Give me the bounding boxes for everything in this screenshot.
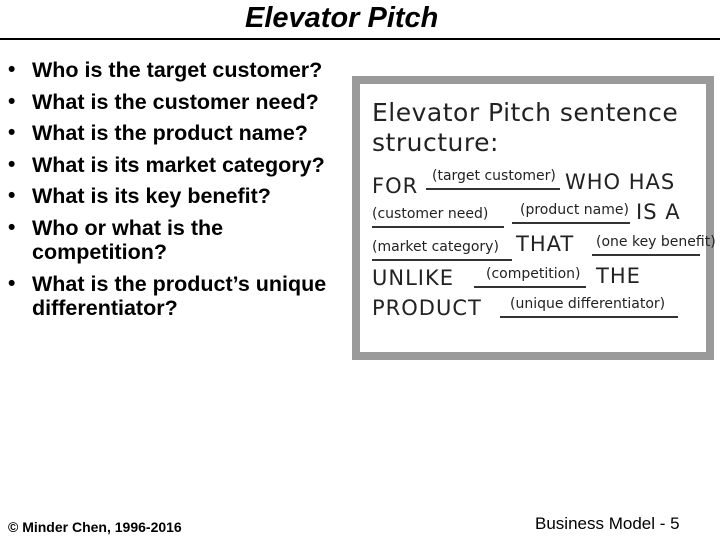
- competition-slot: (competition): [486, 266, 581, 282]
- slide-title: Elevator Pitch: [245, 2, 439, 34]
- list-item-text: What is the customer need?: [32, 89, 319, 114]
- that-word: THAT: [516, 232, 575, 256]
- figure-heading-line2: structure:: [372, 128, 499, 157]
- list-item: [8, 58, 353, 83]
- bullet-icon: •: [8, 184, 16, 207]
- list-item-text: Who or what is the competition?: [32, 215, 224, 264]
- product-name-slot: (product name): [520, 202, 629, 218]
- target-customer-slot: (target customer): [432, 168, 556, 184]
- is-a-word: IS A: [636, 200, 681, 224]
- list-item: [8, 153, 353, 178]
- who-has-word: WHO HAS: [565, 170, 676, 194]
- pitch-structure-figure: [352, 76, 714, 360]
- bullet-icon: •: [8, 58, 16, 81]
- question-list: [8, 58, 353, 328]
- title-bar: [0, 0, 720, 40]
- copyright-text: © Minder Chen, 1996-2016: [8, 519, 182, 535]
- list-item: [8, 184, 353, 209]
- list-item-text: What is the product name?: [32, 121, 308, 145]
- customer-need-slot: (customer need): [372, 206, 489, 222]
- list-item: [8, 216, 353, 265]
- bullet-icon: •: [8, 152, 16, 176]
- list-item: [8, 121, 353, 146]
- the-word: THE: [596, 264, 641, 288]
- product-word: PRODUCT: [372, 296, 482, 320]
- list-item-text: Who is the target customer?: [32, 58, 323, 82]
- unique-differentiator-slot: (unique differentiator): [510, 296, 666, 312]
- target-customer-line: [426, 188, 560, 190]
- key-benefit-line: [592, 254, 700, 256]
- list-item-text: What is its key benefit?: [32, 184, 271, 208]
- market-category-line: [372, 259, 512, 261]
- list-item: [8, 272, 353, 321]
- for-word: FOR: [372, 174, 419, 198]
- bullet-icon: •: [8, 215, 16, 239]
- key-benefit-slot: (one key benefit): [596, 234, 716, 250]
- unique-differentiator-line: [500, 316, 678, 318]
- figure-canvas: [360, 84, 716, 352]
- list-item: [8, 90, 353, 115]
- product-name-line: [512, 222, 630, 224]
- figure-heading-line1: Elevator Pitch sentence: [372, 98, 679, 127]
- competition-line: [474, 286, 586, 288]
- bullet-icon: •: [8, 271, 16, 295]
- bullet-icon: •: [8, 121, 16, 144]
- customer-need-line: [372, 226, 504, 228]
- list-item-text: What is its market category?: [32, 152, 325, 177]
- market-category-slot: (market category): [372, 239, 499, 255]
- bullet-icon: •: [8, 89, 16, 113]
- title-divider: [0, 38, 720, 40]
- unlike-word: UNLIKE: [372, 266, 455, 290]
- slide-number-label: Business Model - 5: [535, 514, 680, 533]
- list-item-text: What is the product’s unique differentiator?: [32, 271, 327, 320]
